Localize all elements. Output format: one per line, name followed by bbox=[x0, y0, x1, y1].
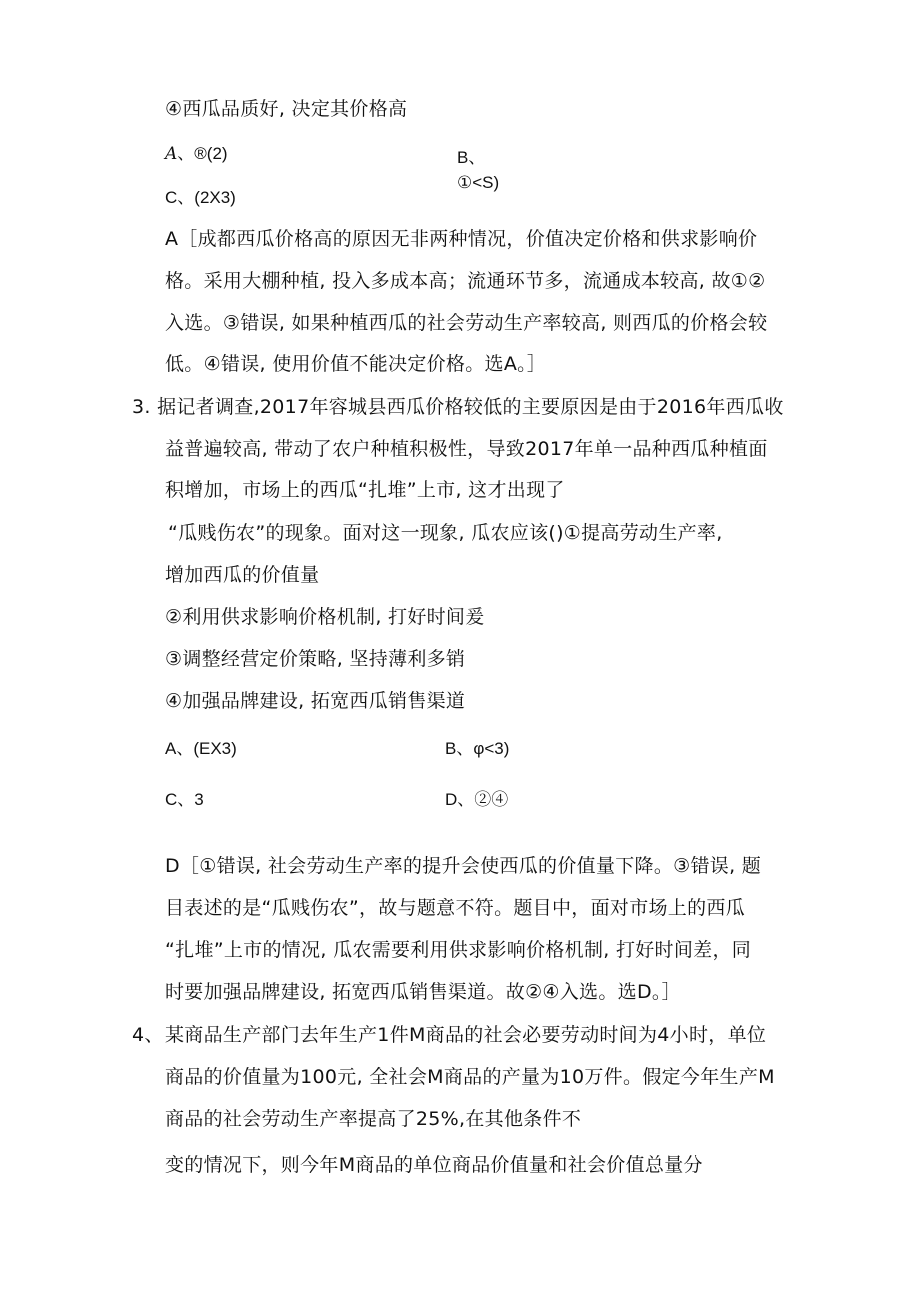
q2-option-a-letter: A bbox=[165, 144, 178, 164]
q3-answer-line-1: D［①错误, 社会劳动生产率的提升会使西瓜的价值量下降。③错误, 题 bbox=[165, 855, 762, 877]
q3-stem-line-5: 增加西瓜的价值量 bbox=[165, 564, 320, 586]
q2-answer-line-1: A［成都西瓜价格高的原因无非两种情况，价值决定价格和供求影响价 bbox=[165, 228, 758, 250]
q3-item-2: ②利用供求影响价格机制, 打好时间爰 bbox=[165, 606, 485, 628]
q3-stem-line-4: “瓜贱伤农”的现象。面对这一现象, 瓜农应该()①提高劳动生产率, bbox=[168, 522, 723, 544]
q3-stem-line-1: 3. 据记者调查,2017年容城县西瓜价格较低的主要原因是由于2016年西瓜收 bbox=[132, 396, 784, 418]
q2-option-c: C、(2X3) bbox=[165, 188, 236, 207]
q3-stem-line-2: 益普遍较高, 带动了农户种植积极性，导致2017年单一品种西瓜种植面 bbox=[165, 438, 768, 460]
q3-answer-line-3: “扎堆”上市的情况, 瓜农需要利用供求影响价格机制, 打好时间差，同 bbox=[165, 939, 752, 961]
q2-option-a bbox=[165, 142, 228, 166]
q3-stem-line-3: 积增加，市场上的西瓜“扎堆”上市, 这才出现了 bbox=[165, 479, 565, 501]
q2-option-b-label: B、 bbox=[457, 148, 486, 167]
q3-option-a: A、(EX3) bbox=[165, 739, 237, 758]
q3-answer-line-4: 时要加强品牌建设, 拓宽西瓜销售渠道。故②④入选。选D。］ bbox=[165, 981, 681, 1003]
q4-stem-line-4: 变的情况下，则今年M商品的单位商品价值量和社会价值总量分 bbox=[165, 1154, 703, 1176]
q3-item-3: ③调整经营定价策略, 坚持薄利多销 bbox=[165, 648, 466, 670]
q2-answer-line-2: 格。采用大棚种植, 投入多成本高；流通环节多，流通成本较高, 故①② bbox=[165, 270, 766, 292]
q4-number: 4、 bbox=[132, 1024, 164, 1046]
q3-option-b: B、φ<3) bbox=[445, 739, 510, 758]
q4-stem-line-1: 某商品生产部门去年生产1件M商品的社会必要劳动时间为4小时，单位 bbox=[165, 1024, 767, 1046]
q2-option-b-text: ①<S) bbox=[457, 173, 500, 192]
q2-answer-line-3: 入选。③错误, 如果种植西瓜的社会劳动生产率较高, 则西瓜的价格会较 bbox=[165, 312, 768, 334]
q3-option-d: D、②④ bbox=[445, 790, 509, 809]
q3-option-c: C、3 bbox=[165, 790, 204, 809]
q2-item-4: ④西瓜品质好, 决定其价格高 bbox=[165, 98, 408, 120]
q4-stem-line-2: 商品的价值量为100元, 全社会M商品的产量为10万件。假定今年生产M bbox=[165, 1066, 775, 1088]
q3-answer-line-2: 目表述的是“瓜贱伤农”，故与题意不符。题目中，面对市场上的西瓜 bbox=[165, 897, 745, 919]
q2-option-a-text: 、®(2) bbox=[177, 144, 228, 163]
q3-item-4: ④加强品牌建设, 拓宽西瓜销售渠道 bbox=[165, 690, 466, 712]
q4-stem-line-3: 商品的社会劳动生产率提高了25%,在其他条件不 bbox=[165, 1108, 582, 1130]
q2-answer-line-4: 低。④错误, 使用价值不能决定价格。选A。］ bbox=[165, 353, 547, 375]
